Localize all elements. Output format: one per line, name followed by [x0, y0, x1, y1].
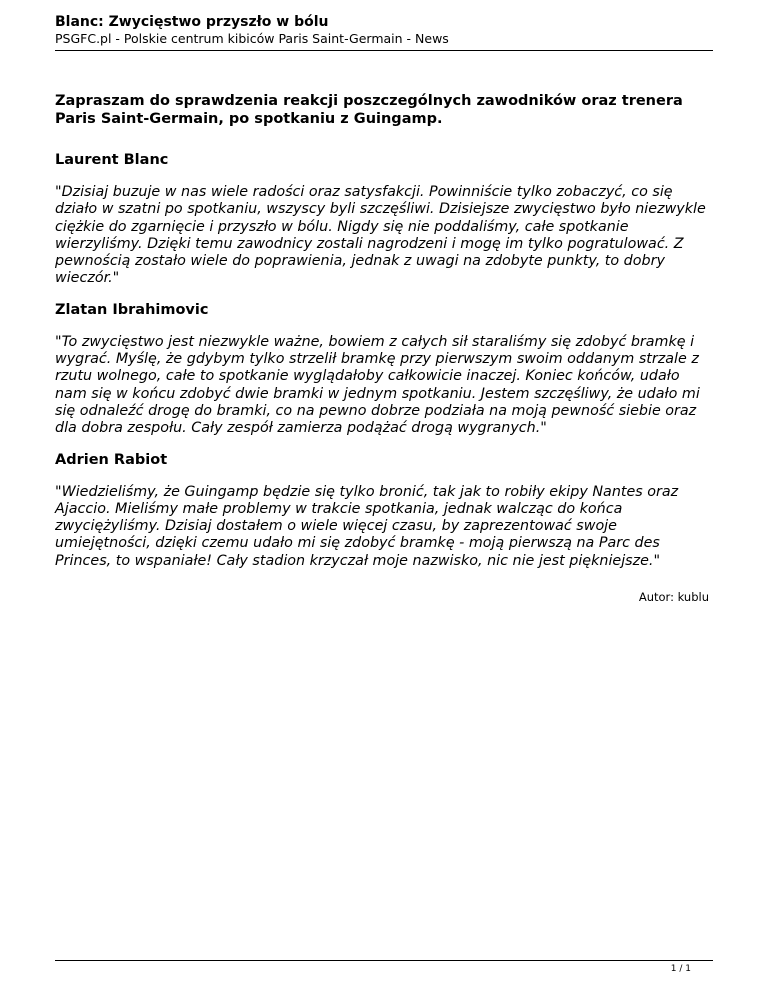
section-heading: Adrien Rabiot [55, 451, 168, 468]
article-intro: Zapraszam do sprawdzenia reakcji poszczególnych zawodników oraz trenera Paris Saint-Germain, po spotkaniu z Guingamp. [55, 93, 683, 127]
section-heading: Zlatan Ibrahimovic [55, 301, 209, 318]
section-quote: "To zwycięstwo jest niezwykle ważne, bowiem z całych sił staraliśmy się zdobyć bramkę i wygrać. Myślę, że gdybym tylko strzelił bramkę przy pierwszym swoim oddanym strzale z rzutu wolnego, całe to spotkanie wyglądałoby całkowicie inaczej. Koniec końców, udało nam się w końcu zdobyć dwie bramki w jednym spotkaniu. Jestem szczęśliwy, że udało mi się odnaleźć drogę do bramki, co na pewno dobrze podziała na moją pewność siebie oraz dla dobra zespołu. Cały zespół zamierza podążać drogą wygranych." [55, 333, 700, 437]
page-header [55, 13, 713, 51]
page-footer [55, 960, 713, 975]
section-laurent-blanc [55, 151, 715, 288]
article-author: Autor: kublu [638, 590, 709, 605]
document-title: Blanc: Zwycięstwo przyszło w bólu [55, 14, 329, 30]
header-divider [55, 50, 713, 51]
section-quote: "Wiedzieliśmy, że Guingamp będzie się tylko bronić, tak jak to robiły ekipy Nantes oraz Ajaccio. Mieliśmy małe problemy w trakcie spotkania, jednak walcząc do końca zwyciężyliśmy. Dzisiaj dostałem o wiele więcej czasu, by zaprezentować swoje umiejętności, dzięki czemu udało mi się zdobyć bramkę - moją pierwszą na Parc des Princes, to wspaniałe! Cały stadion krzyczał moje nazwisko, nic nie jest piękniejsze." [55, 483, 679, 569]
footer-divider [55, 960, 713, 961]
section-quote: "Dzisiaj buzuje w nas wiele radości oraz satysfakcji. Powinniście tylko zobaczyć, co się działo w szatni po spotkaniu, wszyscy byli szczęśliwi. Dzisiejsze zwycięstwo było niezwykle ciężkie do zgarnięcie i przyszło w bólu. Nigdy się nie poddaliśmy, całe spotkanie wierzyliśmy. Dzięki temu zawodnicy zostali nagrodzeni i mogę im tylko pogratulować. Z pewnością zostało wiele do poprawienia, jednak z uwagi na zdobyte punkty, to dobry wieczór." [55, 184, 706, 287]
section-zlatan-ibrahimovic [55, 301, 715, 438]
article-body [55, 92, 715, 604]
site-name: PSGFC.pl - Polskie centrum kibiców Paris Saint-Germain - News [55, 31, 449, 46]
section-heading: Laurent Blanc [55, 152, 169, 168]
section-adrien-rabiot [55, 451, 715, 570]
page-number: 1 / 1 [670, 964, 691, 974]
